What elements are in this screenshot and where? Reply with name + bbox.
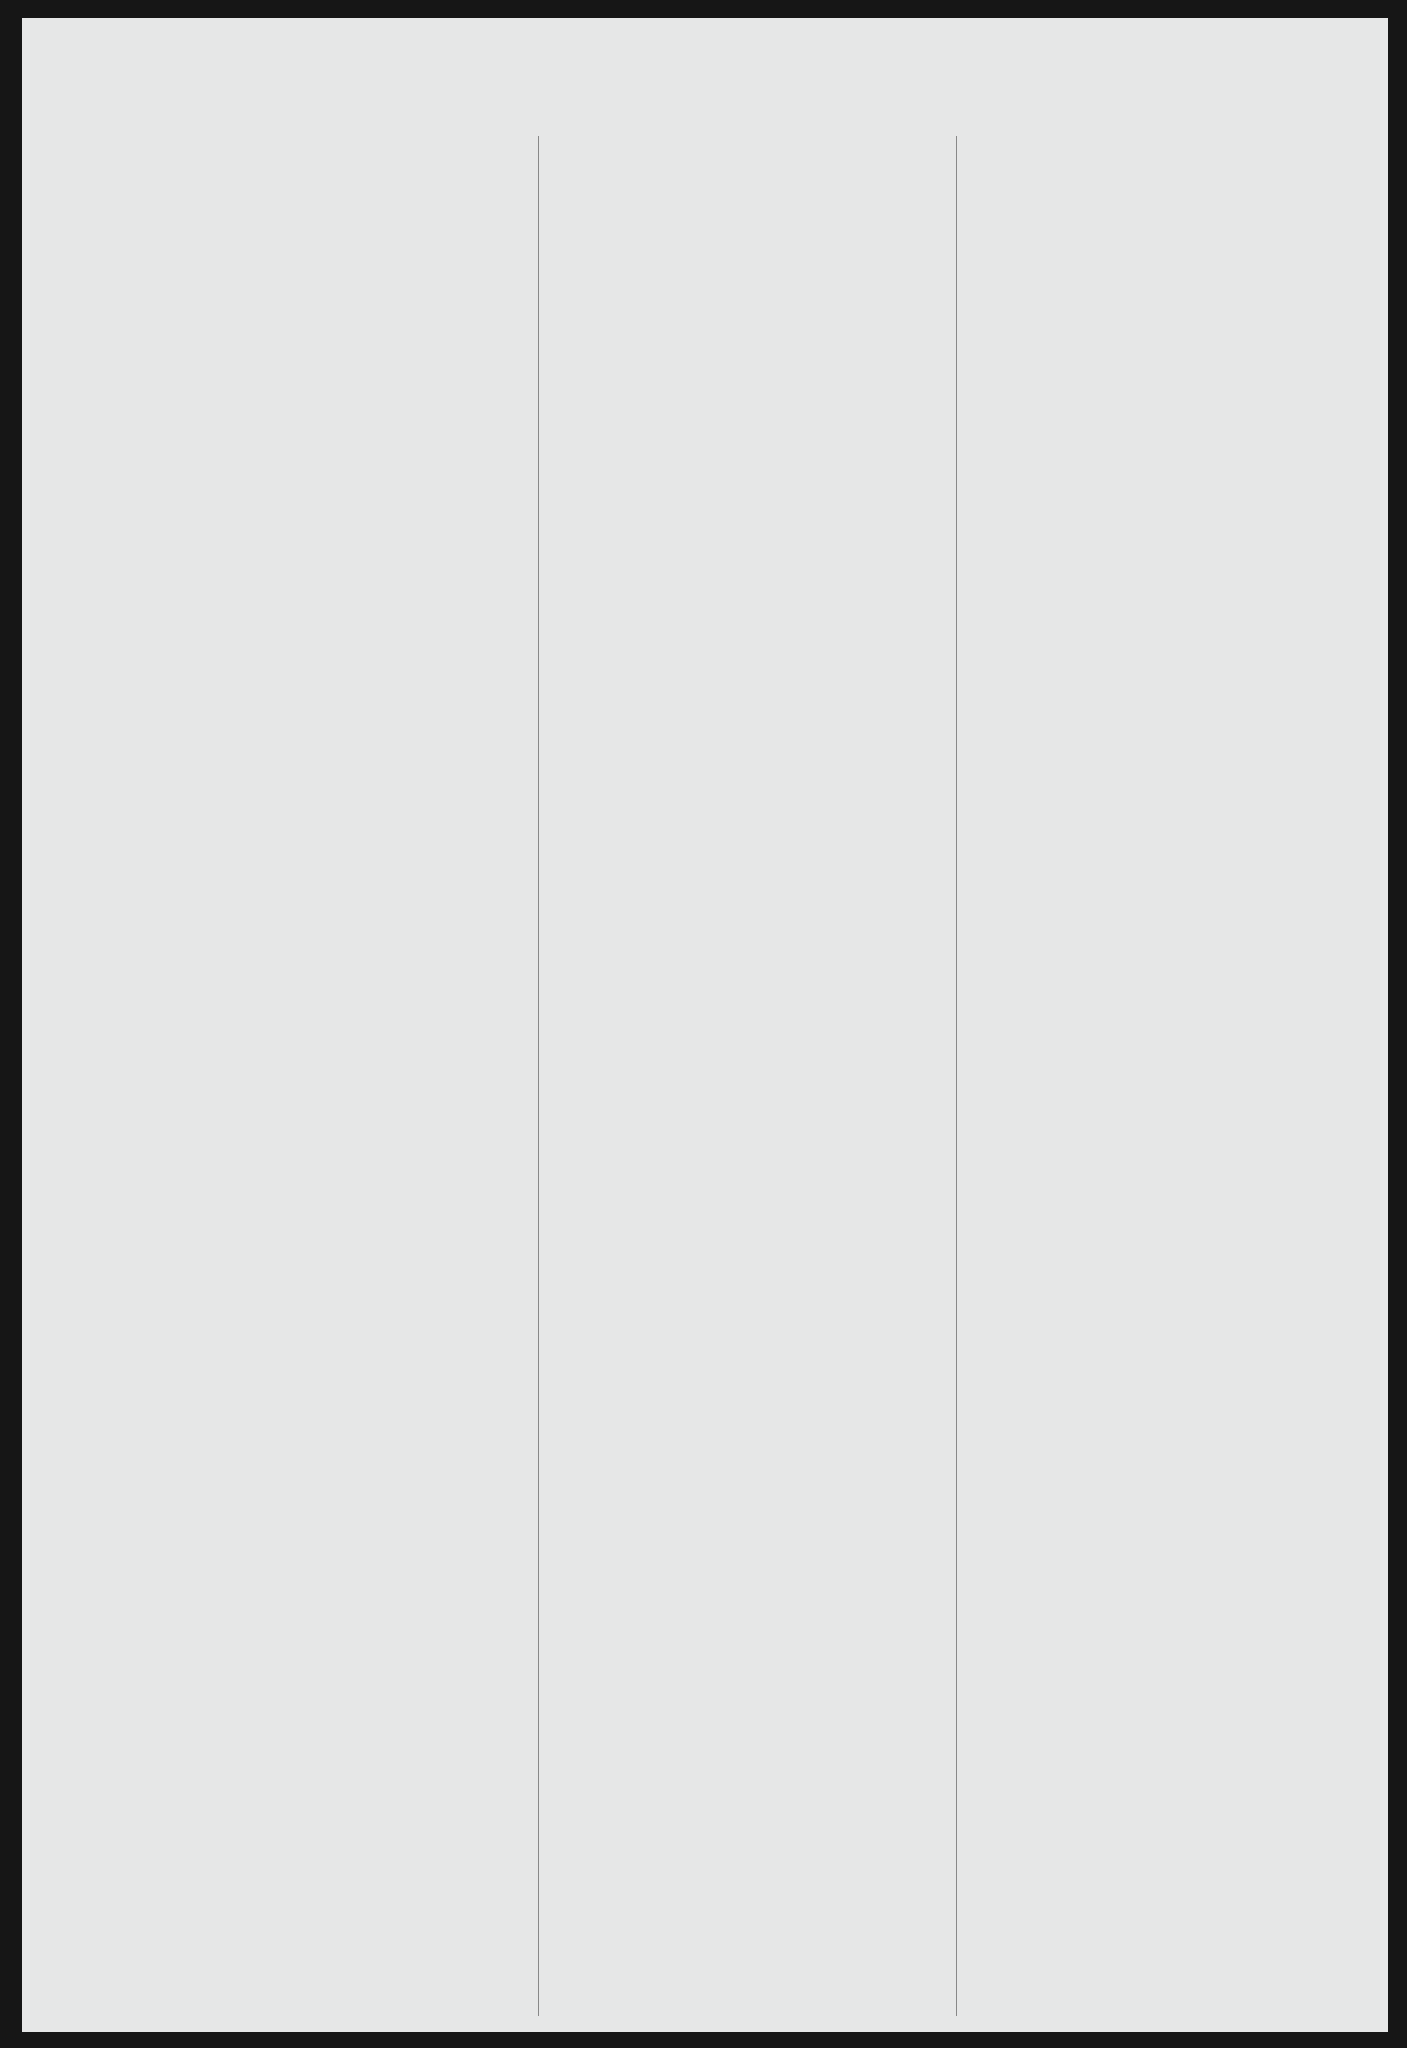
column-divider <box>956 136 957 2016</box>
directory-page <box>22 18 1388 2032</box>
column-divider <box>538 136 539 2016</box>
column-middle <box>552 108 952 130</box>
